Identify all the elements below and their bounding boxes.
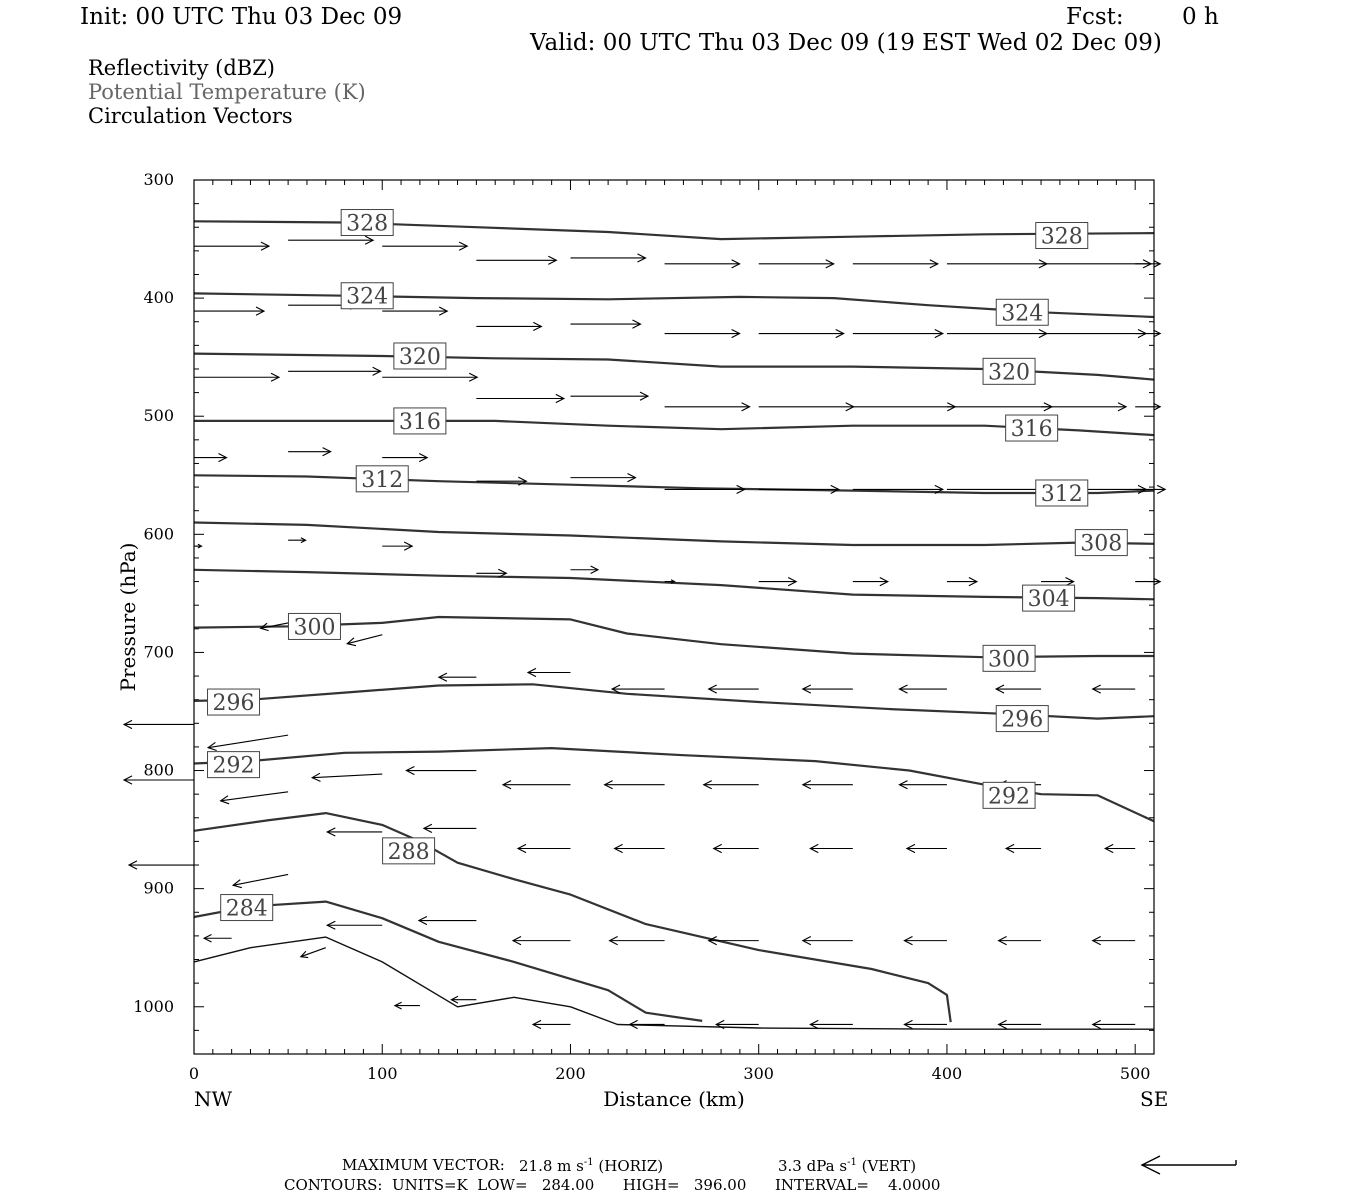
wind-vector <box>709 685 759 693</box>
field-circulation-vectors: Circulation Vectors <box>88 104 293 128</box>
wind-vector <box>204 935 232 943</box>
svg-text:288: 288 <box>387 839 430 865</box>
wind-vector <box>803 937 853 945</box>
contour-label <box>996 706 1048 733</box>
max-vector-label: MAXIMUM VECTOR: <box>342 1156 505 1174</box>
wind-vector <box>194 544 202 548</box>
wind-vector <box>803 685 853 693</box>
x-end-label-left: NW <box>194 1087 233 1111</box>
wind-vector <box>899 685 947 693</box>
theta-contour-308 <box>194 523 1154 546</box>
svg-text:316: 316 <box>398 409 441 435</box>
svg-text:296: 296 <box>1001 707 1044 733</box>
wind-vector <box>904 1020 947 1028</box>
wind-vector <box>382 373 477 381</box>
wind-vector <box>947 330 1047 338</box>
wind-vector <box>714 844 759 852</box>
wind-vector <box>996 685 1041 693</box>
x-tick-label: 500 <box>1119 1064 1151 1083</box>
svg-text:304: 304 <box>1027 587 1070 613</box>
wind-vector <box>904 937 947 945</box>
valid-time: Valid: 00 UTC Thu 03 Dec 09 (19 EST Wed 02 Dec 09) <box>530 30 1162 56</box>
svg-text:300: 300 <box>293 615 336 641</box>
wind-vector <box>476 394 564 402</box>
init-time: Init: 00 UTC Thu 03 Dec 09 <box>80 4 403 30</box>
y-tick-label: 1000 <box>133 996 174 1016</box>
contour-label <box>394 408 446 435</box>
svg-text:300: 300 <box>988 647 1031 673</box>
wind-vector <box>476 256 556 264</box>
wind-vector <box>665 330 740 338</box>
wind-vector <box>1041 403 1126 411</box>
wind-vector <box>665 260 740 268</box>
svg-text:308: 308 <box>1080 531 1123 557</box>
wind-vector <box>1006 844 1041 852</box>
contour-label <box>1075 530 1127 557</box>
wind-vector <box>1105 844 1135 852</box>
wind-vector <box>288 367 381 375</box>
x-tick-label: 100 <box>366 1064 398 1083</box>
wind-vector <box>615 844 665 852</box>
contour-label <box>983 782 1035 809</box>
max-vector-horiz: 21.8 m $s^{-1}$ (HORIZ) <box>519 1157 664 1175</box>
wind-vector <box>194 454 227 462</box>
x-tick-label: 400 <box>931 1064 963 1083</box>
wind-vector <box>612 685 665 693</box>
contour-label <box>208 689 260 716</box>
svg-text:296: 296 <box>212 691 255 717</box>
x-tick-label: 300 <box>743 1064 774 1083</box>
wind-vector <box>1093 1020 1136 1028</box>
contour-label <box>356 466 408 493</box>
y-axis-label: Pressure (hPa) <box>116 542 140 692</box>
y-tick-label: 400 <box>143 288 174 308</box>
wind-vector <box>570 392 648 400</box>
svg-text:324: 324 <box>346 284 389 310</box>
wind-vector <box>528 668 571 676</box>
svg-text:324: 324 <box>1001 301 1044 327</box>
forecast-hour: 0 h <box>1182 4 1219 30</box>
contour-label <box>341 283 393 310</box>
contour-label <box>1036 480 1088 507</box>
contour-label <box>983 358 1035 385</box>
wind-vector <box>1041 330 1146 338</box>
wind-vector <box>605 781 665 789</box>
wind-vector <box>233 874 288 887</box>
wind-vector <box>347 635 382 646</box>
theta-contour-328 <box>194 221 1154 239</box>
wind-vector <box>382 454 427 462</box>
svg-text:292: 292 <box>988 784 1031 810</box>
max-vector-vert: 3.3 dPa $s^{-1}$ (VERT) <box>778 1157 917 1175</box>
field-reflectivity: Reflectivity (dBZ) <box>88 56 276 80</box>
wind-vector <box>451 996 476 1003</box>
wind-vector <box>301 948 326 958</box>
wind-vector <box>382 242 467 250</box>
y-tick-label: 500 <box>143 406 174 426</box>
wind-vector <box>759 330 844 338</box>
wind-vector <box>1135 261 1160 268</box>
y-tick-label: 600 <box>143 524 174 544</box>
contour-label <box>996 299 1048 326</box>
wind-vector <box>382 542 412 550</box>
wind-vector <box>312 773 382 781</box>
wind-vector <box>947 403 1052 411</box>
wind-vector <box>395 1002 420 1009</box>
wind-vector <box>999 937 1042 945</box>
wind-vector <box>759 578 797 586</box>
contour-labels <box>208 210 1128 922</box>
wind-vector <box>424 824 477 832</box>
svg-text:316: 316 <box>1010 417 1053 443</box>
contour-label <box>288 613 340 640</box>
svg-text:312: 312 <box>1040 481 1083 507</box>
wind-vector <box>288 448 331 456</box>
contour-label <box>383 838 435 865</box>
wind-vector <box>124 720 194 728</box>
wind-vector <box>810 1020 853 1028</box>
wind-vector <box>533 1020 571 1028</box>
wind-vector <box>853 330 943 338</box>
svg-text:312: 312 <box>361 467 404 493</box>
contour-label <box>208 752 260 779</box>
svg-text:284: 284 <box>225 896 268 922</box>
wind-vector <box>665 403 750 411</box>
wind-vector <box>503 781 571 789</box>
x-tick-label: 0 <box>188 1064 200 1083</box>
wind-vector <box>759 260 834 268</box>
theta-contour-312 <box>194 475 1154 493</box>
wind-vector <box>221 792 289 804</box>
contour-label <box>1006 415 1058 442</box>
svg-text:328: 328 <box>346 211 389 237</box>
wind-vector <box>803 781 853 789</box>
wind-vector <box>570 320 640 328</box>
wind-vector <box>288 236 373 244</box>
x-axis-label: Distance (km) <box>603 1087 745 1111</box>
contour-label <box>341 210 393 237</box>
wind-vector <box>194 307 264 315</box>
wind-vector <box>1093 685 1136 693</box>
wind-vector <box>513 937 571 945</box>
wind-vector <box>194 242 269 250</box>
wind-vector <box>947 578 977 586</box>
contour-label <box>983 645 1035 672</box>
wind-vector <box>439 673 477 681</box>
wind-vector <box>1135 330 1160 337</box>
wind-vector <box>630 1020 665 1028</box>
y-tick-label: 900 <box>143 878 174 898</box>
wind-vector <box>947 260 1047 268</box>
wind-vector <box>899 781 947 789</box>
wind-vector <box>853 260 938 268</box>
y-tick-label: 700 <box>143 642 174 662</box>
theta-contour-288 <box>194 813 951 1022</box>
contour-label <box>1023 585 1075 612</box>
wind-vector <box>288 538 306 543</box>
svg-text:328: 328 <box>1040 224 1083 250</box>
wind-vector <box>704 781 759 789</box>
reference-vector-icon <box>1130 1150 1250 1180</box>
wind-vector <box>610 937 665 945</box>
x-tick-label: 200 <box>555 1064 586 1083</box>
wind-vector <box>853 578 888 586</box>
wind-vector <box>208 735 288 750</box>
contour-label <box>1036 223 1088 250</box>
wind-vector <box>327 828 382 836</box>
wind-vector <box>419 917 477 925</box>
wind-vector <box>570 254 645 262</box>
theta-contour-304 <box>194 570 1154 600</box>
y-tick-label: 300 <box>143 170 174 189</box>
wind-vector <box>999 1020 1042 1028</box>
wind-vector <box>570 474 635 482</box>
wind-vector <box>194 373 279 381</box>
wind-vector <box>129 861 194 869</box>
contour-label <box>221 895 273 922</box>
contour-info: CONTOURS: UNITS=K LOW= 284.00 HIGH= 396.00 INTERVAL= 4.0000 <box>284 1176 941 1194</box>
wind-vector <box>1135 403 1160 410</box>
wind-vector <box>759 403 854 411</box>
wind-vector <box>570 566 598 574</box>
svg-text:292: 292 <box>212 753 255 779</box>
wind-vector <box>759 485 839 493</box>
wind-vector <box>1093 937 1136 945</box>
forecast-label: Fcst: <box>1066 4 1124 30</box>
wind-vector <box>406 767 476 775</box>
y-tick-label: 800 <box>143 760 174 780</box>
svg-text:320: 320 <box>988 360 1031 386</box>
contour-label <box>394 343 446 370</box>
field-potential-temperature: Potential Temperature (K) <box>88 80 366 104</box>
wind-vector <box>853 403 956 411</box>
wind-vector <box>1041 578 1074 586</box>
wind-vector <box>1041 260 1151 268</box>
x-end-label-right: SE <box>1140 1087 1169 1111</box>
wind-vector <box>907 844 947 852</box>
wind-vector <box>810 844 853 852</box>
wind-vector <box>518 844 571 852</box>
wind-vector <box>1135 578 1160 585</box>
svg-text:320: 320 <box>398 344 441 370</box>
wind-vector <box>476 322 541 330</box>
wind-vector <box>327 921 382 929</box>
theta-contour-lowest <box>194 937 1154 1029</box>
